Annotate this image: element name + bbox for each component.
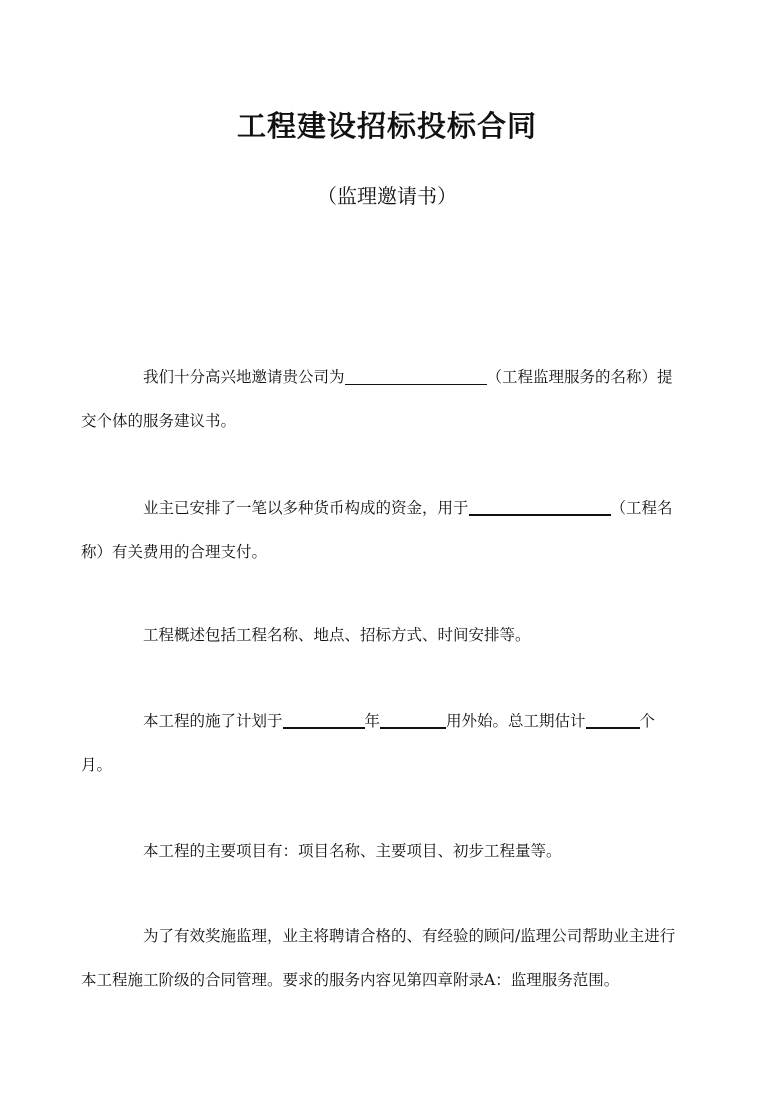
paragraph-line: 本工程施工阶级的合同管理。要求的服务内容见第四章附录A：监理服务范围。 <box>81 971 620 989</box>
document-subtitle: （监理邀请书） <box>317 184 457 208</box>
paragraph-line <box>112 699 664 743</box>
paragraph-main-items <box>112 829 664 873</box>
text-segment: （工程监理服务的名称）提 <box>486 368 673 386</box>
paragraph-invitation <box>81 355 673 443</box>
text-segment: 个 <box>639 712 656 730</box>
paragraph-line: 交个体的服务建议书。 <box>81 412 237 430</box>
paragraph-line: 工程概述包括工程名称、地点、招标方式、时间安排等。 <box>143 626 531 644</box>
paragraph-funding <box>81 486 673 574</box>
text-segment: 年 <box>364 712 381 730</box>
paragraph-line: 为了有效奖施监理，业主将聘请合格的、有经验的顾问/监理公司帮助业主进行 <box>143 927 676 945</box>
text-segment: 我们十分高兴地邀请贵公司为 <box>143 368 345 386</box>
fill-in-blank-project-name <box>469 498 611 516</box>
paragraph-line <box>112 355 673 399</box>
fill-in-blank-year <box>283 711 365 729</box>
paragraph-overview <box>112 613 664 657</box>
paragraph-line <box>112 486 673 530</box>
document-title: 工程建设招标投标合同 <box>236 109 537 143</box>
paragraph-schedule <box>81 699 664 787</box>
paragraph-line: 本工程的主要项目有：项目名称、主要项目、初步工程量等。 <box>143 842 562 860</box>
paragraph-line: 月。 <box>81 756 113 774</box>
paragraph-line: 称）有关费用的合理支付。 <box>81 543 268 561</box>
text-segment: （工程名 <box>610 499 673 517</box>
text-segment: 用外始。总工期估计 <box>446 712 586 730</box>
paragraph-supervision <box>81 914 676 1002</box>
text-segment: 本工程的施了计划于 <box>143 712 283 730</box>
fill-in-blank-service-name <box>345 368 487 385</box>
text-segment: 业主已安排了一笔以多种货币构成的资金，用于 <box>143 499 469 517</box>
fill-in-blank-month <box>380 711 446 729</box>
fill-in-blank-duration <box>586 711 640 729</box>
